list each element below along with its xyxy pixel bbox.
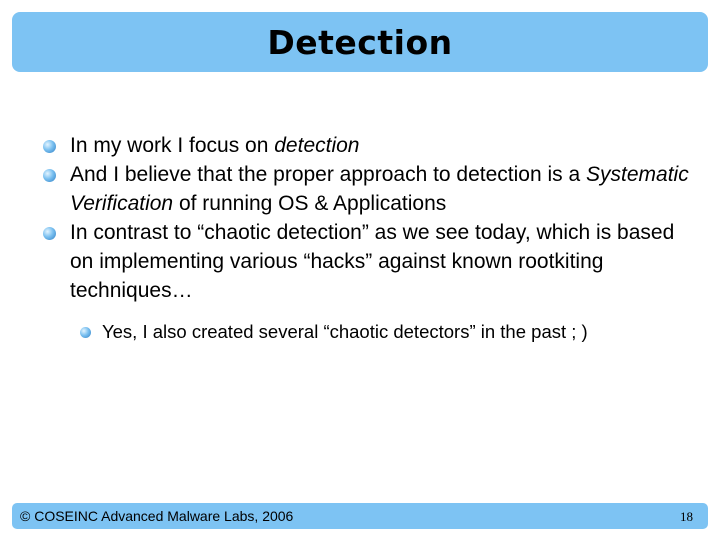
sub-bullet-ball-icon	[80, 327, 91, 338]
bullet-item	[42, 131, 692, 160]
page-number: 18	[680, 509, 693, 524]
bullet-text: In contrast to “chaotic detection” as we see today, which is based on implementing various “hacks” against known rootkiting techniques…	[70, 221, 675, 302]
bullet-text: In my work I focus on	[70, 134, 275, 157]
bullet-ball-icon	[43, 169, 56, 182]
sub-bullet-list	[78, 319, 698, 345]
bullet-emphasis: Systematic Verification	[70, 163, 689, 215]
bullet-item	[42, 218, 692, 305]
footer-bar	[12, 503, 708, 529]
bullet-text: And I believe that the proper approach to detection is a	[70, 163, 587, 186]
title-bar	[12, 12, 708, 72]
footer-copyright: © COSEINC Advanced Malware Labs, 2006	[20, 508, 294, 524]
bullet-list	[42, 131, 692, 305]
sub-bullet-text: Yes, I also created several “chaotic detectors” in the past ; )	[102, 321, 588, 342]
slide-title: Detection	[267, 22, 453, 62]
bullet-item	[42, 160, 692, 218]
bullet-text-tail: of running OS & Applications	[173, 192, 447, 215]
bullet-emphasis: detection	[274, 134, 360, 157]
sub-bullet-item	[78, 319, 698, 345]
bullet-ball-icon	[43, 140, 56, 153]
bullet-ball-icon	[43, 227, 56, 240]
